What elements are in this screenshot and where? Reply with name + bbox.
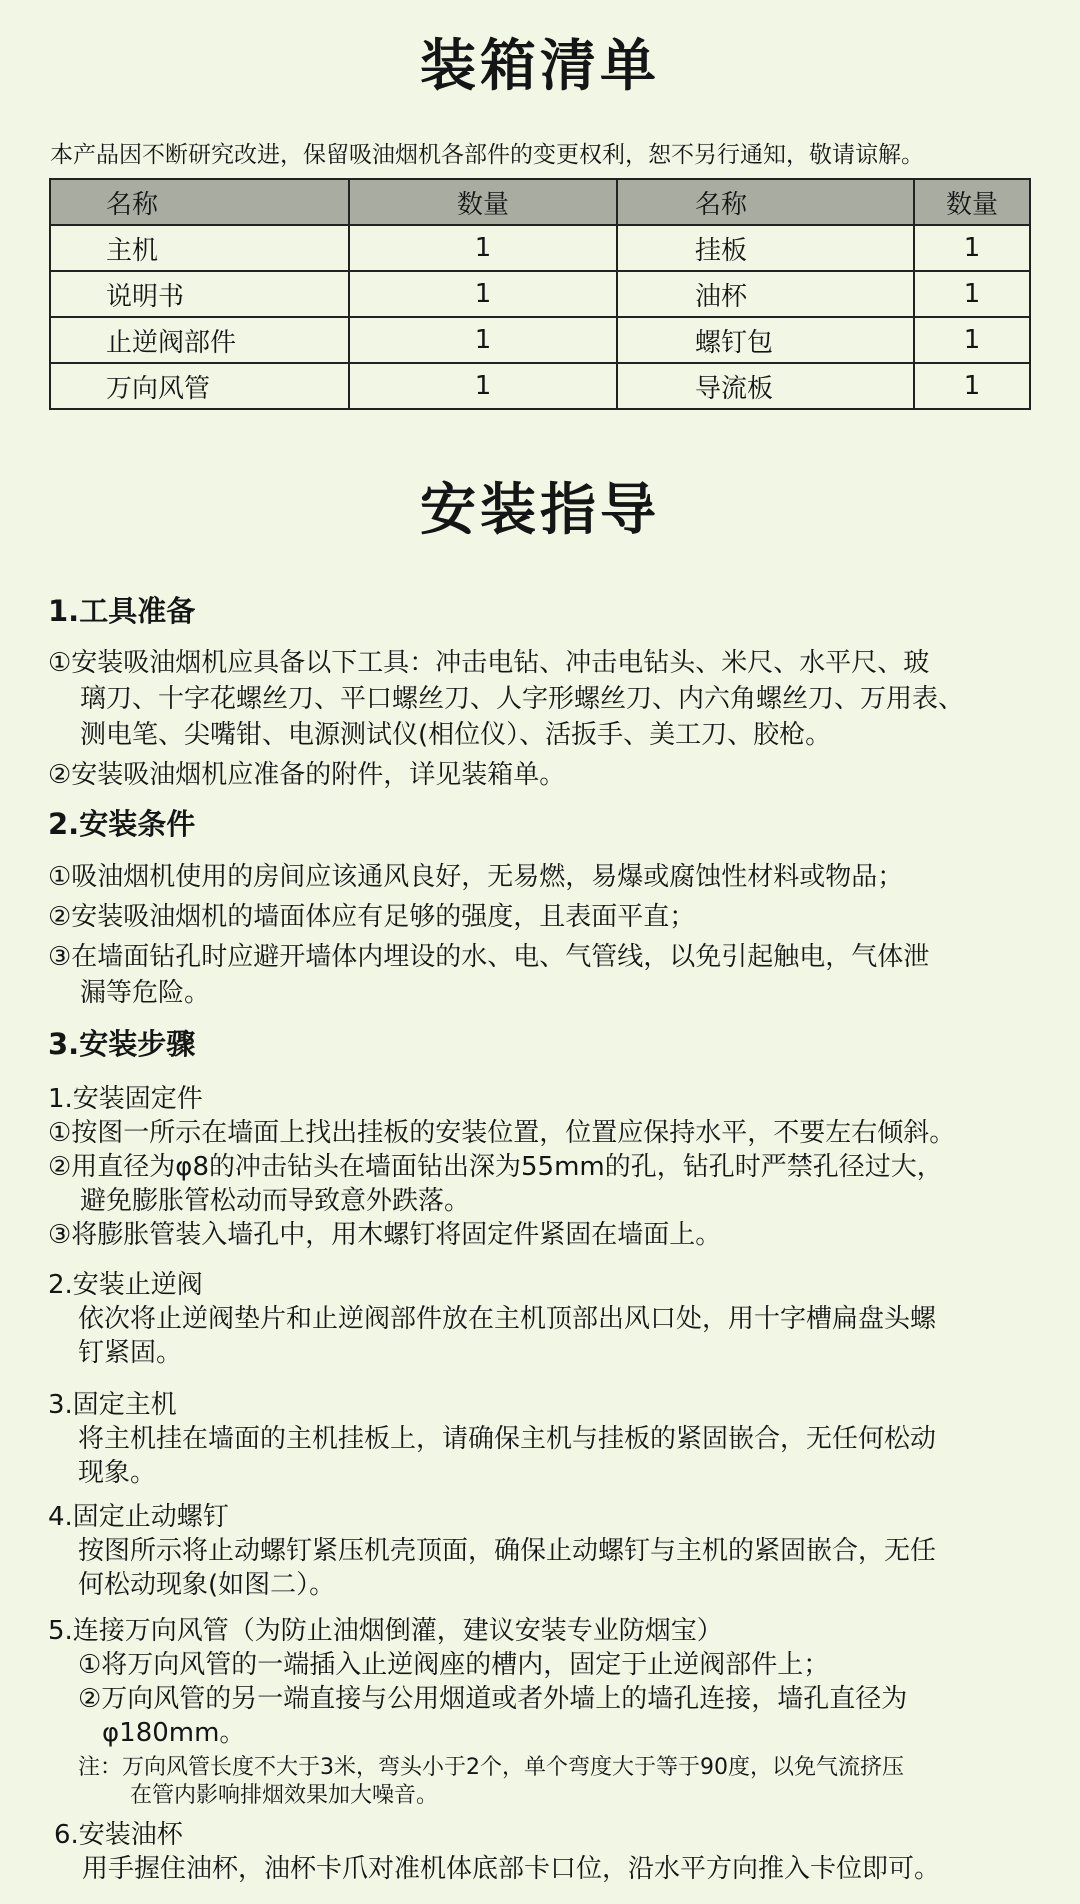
install-guide-title: 安装指导	[420, 478, 660, 543]
guide-line: 依次将止逆阀垫片和止逆阀部件放在主机顶部出风口处，用十字槽扁盘头螺	[78, 1304, 937, 1334]
note-line: 在管内影响排烟效果加大噪音。	[130, 1783, 439, 1808]
table-row	[50, 271, 1030, 317]
guide-line: ①按图一所示在墙面上找出挂板的安装位置，位置应保持水平，不要左右倾斜。	[48, 1118, 956, 1148]
packing-list-title: 装箱清单	[420, 34, 660, 99]
guide-line: 用手握住油杯，油杯卡爪对准机体底部卡口位，沿水平方向推入卡位即可。	[82, 1854, 941, 1884]
guide-line: φ180mm。	[102, 1718, 246, 1748]
item-name: 止逆阀部件	[50, 317, 349, 363]
table-row	[50, 225, 1030, 271]
header-name-1: 名称	[50, 179, 349, 225]
guide-line: 将主机挂在墙面的主机挂板上，请确保主机与挂板的紧固嵌合，无任何松动	[78, 1424, 937, 1454]
item-name: 挂板	[617, 225, 914, 271]
section-heading-steps: 3.安装步骤	[48, 1027, 196, 1061]
guide-line: ②安装吸油烟机应准备的附件，详见装箱单。	[48, 760, 566, 790]
item-qty: 1	[349, 271, 617, 317]
step-heading: 5.连接万向风管（为防止油烟倒灌，建议安装专业防烟宝）	[48, 1616, 723, 1646]
packing-table	[49, 178, 1031, 410]
guide-line: ②万向风管的另一端直接与公用烟道或者外墙上的墙孔连接，墙孔直径为	[78, 1684, 908, 1714]
guide-line: 钉紧固。	[78, 1338, 183, 1368]
step-heading: 6.安装油杯	[54, 1820, 183, 1850]
item-name: 导流板	[617, 363, 914, 409]
table-row	[50, 363, 1030, 409]
section-heading-tools: 1.工具准备	[48, 594, 196, 628]
table-header-row	[50, 179, 1030, 225]
step-heading: 4.固定止动螺钉	[48, 1502, 229, 1532]
item-qty: 1	[349, 363, 617, 409]
table-row	[50, 317, 1030, 363]
item-qty: 1	[914, 363, 1030, 409]
item-name: 说明书	[50, 271, 349, 317]
step-heading: 1.安装固定件	[48, 1084, 203, 1114]
guide-line: ③将膨胀管装入墙孔中，用木螺钉将固定件紧固在墙面上。	[48, 1220, 722, 1250]
guide-line: ①吸油烟机使用的房间应该通风良好，无易燃，易爆或腐蚀性材料或物品；	[48, 862, 904, 892]
guide-line: 按图所示将止动螺钉紧压机壳顶面，确保止动螺钉与主机的紧固嵌合，无任	[78, 1536, 937, 1566]
item-qty: 1	[349, 225, 617, 271]
guide-line: ①安装吸油烟机应具备以下工具：冲击电钻、冲击电钻头、米尺、水平尺、玻	[48, 648, 930, 678]
guide-line: 避免膨胀管松动而导致意外跌落。	[80, 1186, 471, 1216]
step-heading: 3.固定主机	[48, 1390, 177, 1420]
guide-line: ②安装吸油烟机的墙面体应有足够的强度，且表面平直；	[48, 902, 696, 932]
section-heading-conditions: 2.安装条件	[48, 807, 196, 841]
guide-line: 漏等危险。	[80, 978, 211, 1008]
item-qty: 1	[914, 317, 1030, 363]
guide-line: 何松动现象(如图二）。	[78, 1570, 336, 1600]
item-name: 万向风管	[50, 363, 349, 409]
header-name-2: 名称	[617, 179, 914, 225]
item-name: 油杯	[617, 271, 914, 317]
header-qty-1: 数量	[349, 179, 617, 225]
item-name: 螺钉包	[617, 317, 914, 363]
item-qty: 1	[349, 317, 617, 363]
guide-line: ②用直径为φ8的冲击钻头在墙面钻出深为55mm的孔，钻孔时严禁孔径过大，	[48, 1152, 943, 1182]
guide-line: 璃刀、十字花螺丝刀、平口螺丝刀、人字形螺丝刀、内六角螺丝刀、万用表、	[80, 684, 965, 714]
guide-line: ①将万向风管的一端插入止逆阀座的槽内，固定于止逆阀部件上；	[78, 1650, 830, 1680]
step-heading: 2.安装止逆阀	[48, 1270, 203, 1300]
header-qty-2: 数量	[914, 179, 1030, 225]
guide-line: 测电笔、尖嘴钳、电源测试仪(相位仪）、活扳手、美工刀、胶枪。	[80, 720, 832, 750]
item-qty: 1	[914, 271, 1030, 317]
note-line: 注：万向风管长度不大于3米，弯头小于2个，单个弯度大于等于90度，以免气流挤压	[78, 1755, 904, 1780]
guide-line: 现象。	[78, 1458, 157, 1488]
guide-line: ③在墙面钻孔时应避开墙体内埋设的水、电、气管线，以免引起触电，气体泄	[48, 942, 930, 972]
item-qty: 1	[914, 225, 1030, 271]
item-name: 主机	[50, 225, 349, 271]
notice-text: 本产品因不断研究改进，保留吸油烟机各部件的变更权利，恕不另行通知，敬请谅解。	[50, 142, 924, 168]
